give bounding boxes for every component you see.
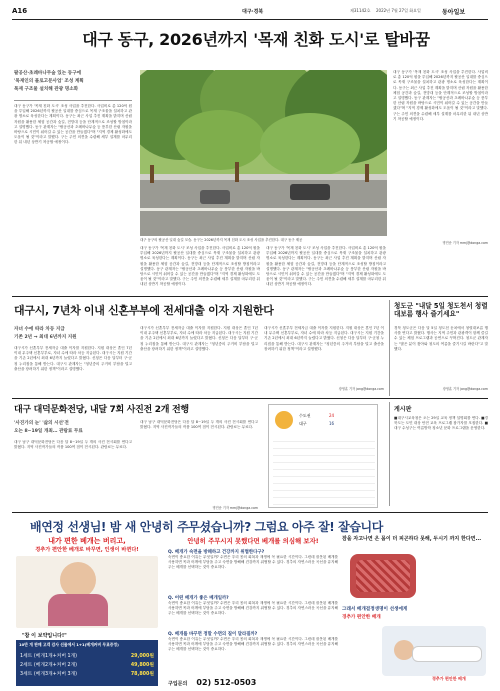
ad-price-title: 10만 개 판매 고객 감사 선물에서 1+1(베개커버 무료증정) [19, 642, 119, 647]
ad-left-panel [12, 536, 162, 686]
ad-body-3: 숙면이 충요한 이유는 무엇일까? 수면은 우리 몸의 회복과 재생에 꼭 필요한 시간이다. 그런데 잘못된 베개를 사용하면 목과 어깨에 부담을 주고 숙면을 방해해 건강까지 위협할 수 있다. 경추의 자연스러운 곡선을 유지해 주는 베개를 선택하는 것이 중요하다. [168, 637, 338, 652]
article2-sub1: 자녀 수에 따라 차등 지급 [14, 327, 65, 332]
article2-byline: 장영훈 기자 jang@donga.com [338, 387, 384, 391]
article1-right-column: 대구 동구가 '목재 친화 도시' 조성 사업을 추진한다. 사업비로 총 120억 원을 투입해 2026년까지 팔공산 일대를 중심으로 목재 구조물을 설치하고 관광 명소로 육성한다는 계획이다. 동구는 최근 사업 추진 계획을 밝히며 산림 자원을 활용한 체험 공간과 숲길, 전망대 등을 단계적으로 조성할 방침이라고 설명했다. 동구 관계자는 "팔공산과 초례바나무숲 등 풍부한 산림 자원을 바탕으로 시민이 쉬어갈 수 있는 공간을 만들겠다"며 "지역 경제 활성화에도 도움이 될 것"이라고 말했다. 구는 주민 의견을 수렴해 세부 설계를 마무리한 뒤 내년 상반기 착공할 예정이다. [393, 70, 488, 121]
ad-body-1: 숙면이 충요한 이유는 무엇일까? 수면은 우리 몸의 회복과 재생에 꼭 필요한 시간이다. 그런데 잘못된 베개를 사용하면 목과 어깨에 부담을 주고 숙면을 방해해 건강까지 위협할 수 있다. 경추의 자연스러운 곡선을 유지해 주는 베개를 선택하는 것이 중요하다. [168, 555, 338, 570]
article2-body-col1: 대구시가 신혼부부 전세자금 대출 이자를 지원한다. 지원 대상은 혼인 7년 이내 무주택 신혼부부로, 자녀 수에 따라 차등 지급된다. 대구시는 지원 기간을 기존 2년에서 최대 6년까지 늘렸다고 밝혔다. 신청은 다음 달부터 구·군청 누리집을 통해 받는다. 대구시 관계자는 "청년층의 주거비 부담을 덜고 출산을 장려하기 위한 정책"이라고 설명했다. [14, 346, 132, 371]
article2-body-col2: 대구시가 신혼부부 전세자금 대출 이자를 지원한다. 지원 대상은 혼인 7년 이내 무주택 신혼부부로, 자녀 수에 따라 차등 지급된다. 대구시는 지원 기간을 기존 2년에서 최대 6년까지 늘렸다고 밝혔다. 신청은 다음 달부터 구·군청 누리집을 통해 받는다. 대구시 관계자는 "청년층의 주거비 부담을 덜고 출산을 장려하기 위한 정책"이라고 설명했다. [140, 326, 258, 351]
ad-question-1: Q. 베개가 숙면을 방해하고 건강까지 위협한다구? [168, 550, 265, 555]
weather-temp-1: 24 [329, 413, 335, 418]
ad-mid-title: 안녕히 주무시지 못했다면 베개를 의심해 보자! [187, 537, 319, 545]
price-row-1-price: 29,000원 [130, 654, 154, 659]
article4-sub2: 오는 8~19일 개최… 관람료 무료 [14, 429, 83, 434]
article4-sub1: '사진가의 눈' '삶의 시선'전 [14, 421, 69, 426]
article3-byline: 장영훈 기자 jang@donga.com [442, 387, 488, 391]
masthead-rule [12, 19, 488, 20]
article2-body-col3: 대구시가 신혼부부 전세자금 대출 이자를 지원한다. 지원 대상은 혼인 7년 이내 무주택 신혼부부로, 자녀 수에 따라 차등 지급된다. 대구시는 지원 기간을 기존 2년에서 최대 6년까지 늘렸다고 밝혔다. 신청은 다음 달부터 구·군청 누리집을 통해 받는다. 대구시 관계자는 "청년층의 주거비 부담을 덜고 출산을 장려하기 위한 정책"이라고 설명했다. [264, 326, 384, 351]
ad-tagline-red: 내가 편한 베개는 버리고, [48, 537, 126, 545]
ad-quote: "참 이 보약입니다!" [22, 633, 67, 639]
price-row [20, 652, 154, 679]
weather-temp-2: 16 [329, 421, 335, 426]
ad-price-box [16, 640, 158, 686]
price-row-2-label: 2세트 (베개2개+커버 2개) [20, 663, 78, 668]
price-row-2 [20, 661, 154, 670]
article3-headline: 청도군 "내달 5일 청도천서 청렬대보름 행사 즐기세요" [394, 302, 488, 318]
lying-body [412, 646, 482, 662]
price-row-2-price: 49,800원 [130, 663, 154, 668]
article2-sub2: 기존 2년 → 최대 6년까지 지원 [14, 335, 77, 340]
section-rule-2 [12, 398, 488, 399]
ad-phone-label: 구입문의 [168, 681, 188, 687]
ad-body-2: 숙면이 충요한 이유는 무엇일까? 수면은 우리 몸의 회복과 재생에 꼭 필요한 시간이다. 그런데 잘못된 베개를 사용하면 목과 어깨에 부담을 주고 숙면을 방해해 건강까지 위협할 수 있다. 경추의 자연스러운 곡선을 유지해 주는 베개를 선택하는 것이 중요하다. [168, 601, 338, 616]
ad-right-sub-2: 경추가 편안한 베개 [342, 615, 381, 620]
price-row-3-label: 3세트 (베개3개+커버 3개) [20, 672, 78, 677]
weather-label-2: 대구 [299, 421, 307, 426]
advertisement [12, 514, 488, 686]
paper-logo: 동아일보 [442, 9, 466, 16]
price-row-1-label: 1세트 (베개1개+커버 1개) [20, 654, 78, 659]
ad-phone-number[interactable]: 02) 512-0503 [196, 678, 257, 687]
issue-date: 2022년 7월 27일 화요일 [376, 8, 421, 13]
ad-right-caption: 경추가 편안한 베개 [432, 676, 466, 681]
ad-question-2: Q. 어떤 베개가 좋은 베개일까? [168, 596, 229, 601]
issue-number: 제31142호 [350, 8, 371, 13]
article4-byline: 명민준 기자 mmj@donga.com [212, 506, 258, 510]
ad-right-panel [342, 536, 488, 686]
masthead [12, 6, 488, 20]
person-lying-image [382, 626, 486, 676]
page-number: A16 [12, 7, 28, 15]
price-row-3 [20, 670, 154, 679]
article1-photo [140, 70, 387, 236]
ad-question-3: Q. 베개를 바꾸면 정말 수면의 질이 달라질까? [168, 632, 258, 637]
article2-headline: 대구시, 7년차 이내 신혼부부에 전세대출 이자 지원한다 [14, 304, 274, 317]
article1-headline: 대구 동구, 2026년까지 '목재 친화 도시'로 탈바꿈 [82, 30, 430, 49]
ad-top-rule [12, 512, 488, 513]
weather-box [268, 404, 378, 508]
pillow-pattern [356, 560, 410, 592]
article1-caption: 대구 동구의 팔공산 일대 숲길 모습. 동구는 2026년까지 목재 친화 도시 조성 사업을 추진한다. 대구 동구 제공 [140, 238, 303, 242]
weather-table [273, 435, 375, 505]
notice-body: ■대구시교육청은 오는 29일 교육 정책 설명회를 연다. ■경북도는 도민 대상 안전 교육 프로그램 참가자를 모집한다. ■대구 수성구는 여름방학 청소년 문화 프로그램을 운영한다. [394, 416, 488, 431]
section-rule-1 [12, 296, 488, 297]
divider [14, 100, 132, 101]
article4-headline: 대구 대덕문화전당, 내달 7회 사진전 2개 전행 [14, 405, 189, 415]
price-row-1 [20, 652, 154, 661]
article2-subheads [14, 326, 134, 342]
pillow-image [350, 554, 416, 598]
ad-phone-box [168, 670, 338, 687]
ad-headline: 배연정 선생님! 밤 새 안녕히 주무셨습니까? 그럼요 아주 잘! 잘습니다 [30, 520, 383, 534]
article1-sub1: 팔공산·초례바나무숲 있는 동구에 [14, 71, 82, 76]
weather-label-1: 수도권 [299, 413, 311, 418]
article4-body-col2: 대구 남구 대덕문화전당은 다음 달 8~19일 두 개의 사진 전시회를 연다고 밝혔다. 지역 사진작가들의 작품 100여 점이 전시된다. 관람료는 무료다. [140, 420, 258, 430]
article1-lower-cols: 대구 동구가 '목재 친화 도시' 조성 사업을 추진한다. 사업비로 총 120억 원을 투입해 2026년까지 팔공산 일대를 중심으로 목재 구조물을 설치하고 관광 명소로 육성한다는 계획이다. 동구는 최근 사업 추진 계획을 밝히며 산림 자원을 활용한 체험 공간과 숲길, 전망대 등을 단계적으로 조성할 방침이라고 설명했다. 동구 관계자는 "팔공산과 초례바나무숲 등 풍부한 산림 자원을 바탕으로 시민이 쉬어갈 수 있는 공간을 만들겠다"며 "지역 경제 활성화에도 도움이 될 것"이라고 말했다. 구는 주민 의견을 수렴해 세부 설계를 마무리한 뒤 내년 상반기 착공할 예정이다. [140, 246, 260, 287]
weather-icon [275, 411, 293, 429]
article4-subheads [14, 420, 154, 436]
article4-body-col1: 대구 남구 대덕문화전당은 다음 달 8~19일 두 개의 사진 전시회를 연다고 밝혔다. 지역 사진작가들의 작품 100여 점이 전시된다. 관람료는 무료다. [14, 440, 132, 450]
forest-road-illustration [140, 70, 387, 236]
article1-sub3: 목재 구조물 설치해 관광 명소화 [14, 87, 79, 92]
ad-tagline-red-2: 경추가 편안한 베개로 바꾸면, 인생이 바뀐다! [35, 547, 139, 553]
vertical-divider [389, 300, 390, 396]
ad-person-photo [16, 556, 158, 628]
person-avatar [60, 562, 96, 598]
ad-middle-panel [168, 536, 338, 686]
article1-lower-cols-2: 대구 동구가 '목재 친화 도시' 조성 사업을 추진한다. 사업비로 총 120억 원을 투입해 2026년까지 팔공산 일대를 중심으로 목재 구조물을 설치하고 관광 명소로 육성한다는 계획이다. 동구는 최근 사업 추진 계획을 밝히며 산림 자원을 활용한 체험 공간과 숲길, 전망대 등을 단계적으로 조성할 방침이라고 설명했다. 동구 관계자는 "팔공산과 초례바나무숲 등 풍부한 산림 자원을 바탕으로 시민이 쉬어갈 수 있는 공간을 만들겠다"며 "지역 경제 활성화에도 도움이 될 것"이라고 말했다. 구는 주민 의견을 수렴해 세부 설계를 마무리한 뒤 내년 상반기 착공할 예정이다. [266, 246, 386, 287]
ad-right-title: 잠을 자고나면 온 몸이 더 피곤하다 못해, 두시기 까지 한다면... [342, 536, 482, 542]
article3-body: 경북 청도군은 다음 달 5일 청도천 둔치에서 청렬대보름 행사를 연다고 밝혔다. 행사는 지역 주민과 관광객이 함께 즐길 수 있는 체험 프로그램과 공연으로 꾸며진다. 청도군 관계자는 "많은 분이 찾아와 청도의 여름을 즐기시길 바란다"고 말했다. [394, 326, 488, 351]
lying-head [394, 640, 414, 660]
price-row-3-price: 78,800원 [130, 672, 154, 677]
article1-subheads [14, 70, 134, 94]
article1-body: 대구 동구가 '목재 친화 도시' 조성 사업을 추진한다. 사업비로 총 120억 원을 투입해 2026년까지 팔공산 일대를 중심으로 목재 구조물을 설치하고 관광 명소로 육성한다는 계획이다. 동구는 최근 사업 추진 계획을 밝히며 산림 자원을 활용한 체험 공간과 숲길, 전망대 등을 단계적으로 조성할 방침이라고 설명했다. 동구 관계자는 "팔공산과 초례바나무숲 등 풍부한 산림 자원을 바탕으로 시민이 쉬어갈 수 있는 공간을 만들겠다"며 "지역 경제 활성화에도 도움이 될 것"이라고 말했다. 구는 주민 의견을 수렴해 세부 설계를 마무리한 뒤 내년 상반기 착공할 예정이다. [14, 104, 132, 145]
notice-title: 게시판 [394, 406, 412, 413]
person-body [48, 594, 108, 626]
ad-right-sub: 그래서 베개걸정생명이 선생에게 [342, 607, 408, 612]
section-label: 대구·경북 [242, 9, 264, 15]
article1-sub2: '목재인의 몰로고문사업' 조성 계획 [14, 79, 84, 84]
article1-byline: 명민준 기자 mmj@donga.com [442, 241, 488, 245]
vertical-divider-2 [389, 402, 390, 506]
